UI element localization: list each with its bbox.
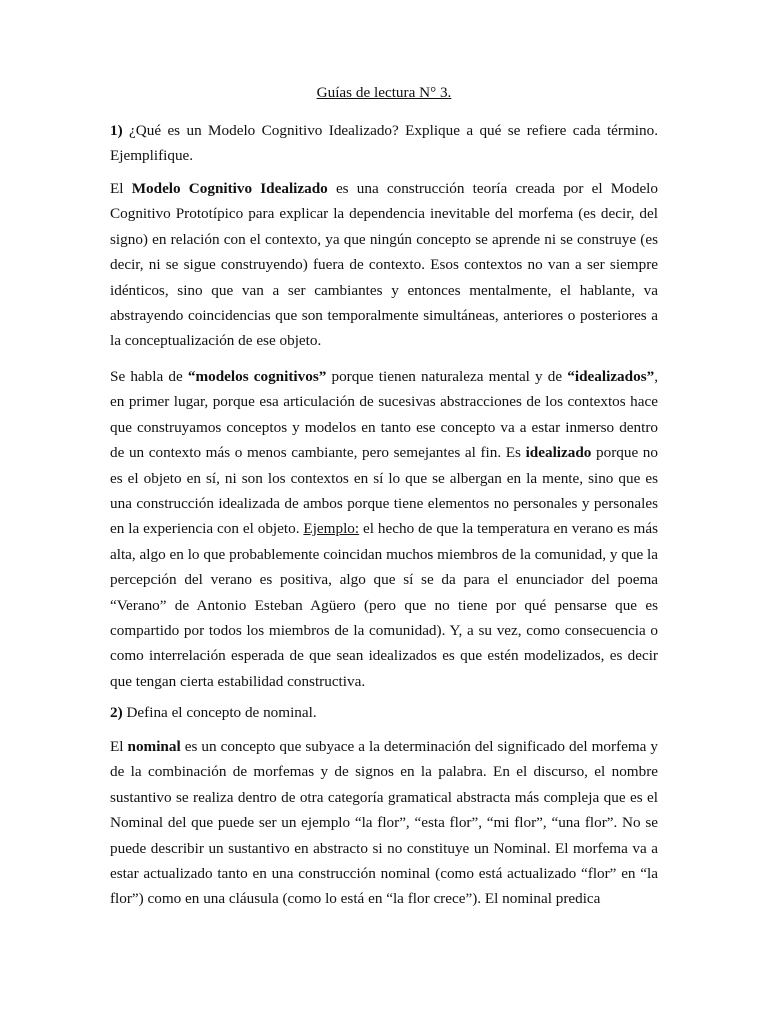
answer-1-paragraph-1: [110, 176, 658, 354]
text-run: el hecho de que la temperatura en verano es más alta, algo en lo que probablemente coincidan muchos miembros de la comunidad, y que la percepción del verano es positiva, algo que sí se da para el enunciador del poema “Verano” de Antonio Esteban Agüero (pero que no tiene por qué pensarse que es compartido por todos los miembros de la comunidad). Y, a su vez, como consecuencia o como interrelación esperada de que sean idealizados es que estén modelizados, es decir que tengan cierta estabilidad constructiva.: [110, 520, 658, 690]
text-run: Se habla de: [110, 368, 188, 385]
question-2-text: Defina el concepto de nominal.: [122, 704, 317, 721]
text-run: , en primer lugar, porque esa articulación de sucesivas abstracciones de los contextos hace que construyamos conceptos y modelos en tanto ese concepto va a estar inmerso dentro de un contexto más o menos cambiante, pero semejantes al fin. Es: [110, 368, 658, 462]
text-run: es un concepto que subyace a la determinación del significado del morfema y de la combinación de morfemas y de signos en la palabra. En el discurso, el nombre sustantivo se realiza dentro de otra categoría gramatical abstracta más compleja que es el Nominal del que puede ser un ejemplo “la flor”, “esta flor”, “mi flor”, “una flor”. No se puede describir un sustantivo en abstracto si no constituye un Nominal. El morfema va a estar actualizado tanto en una construcción nominal (como está actualizado “flor” en “la flor”) como en una cláusula (como lo está en “la flor crece”). El nominal predica: [110, 738, 658, 908]
document-title: Guías de lectura N° 3.: [316, 84, 452, 101]
answer-2-paragraph-1: [110, 734, 658, 912]
bold-term: “idealizados”: [567, 368, 655, 385]
answer-1-paragraph-2: [110, 364, 658, 694]
text-run: porque tienen naturaleza mental y de: [326, 368, 568, 385]
text-run: es una construcción teoría creada por el Modelo Cognitivo Prototípico para explicar la dependencia inevitable del morfema (es decir, del signo) en relación con el contexto, ya que ningún concepto se aprende ni se construye (es decir, ni se sigue construyendo) fuera de contexto. Esos contextos no van a ser siempre idénticos, sino que van a ser cambiantes y entonces mentalmente, el hablante, va abstrayendo coincidencias que son temporalmente simultáneas, anteriores o posteriores a la conceptualización de ese objeto.: [110, 180, 658, 350]
text-run: El: [110, 738, 128, 755]
bold-term: “modelos cognitivos”: [187, 368, 327, 385]
question-2-number: 2): [110, 704, 123, 721]
bold-term: nominal: [127, 738, 181, 755]
question-1: [110, 118, 658, 169]
bold-term: idealizado: [525, 444, 592, 462]
underlined-example-label: Ejemplo:: [303, 520, 360, 538]
question-2: [110, 700, 658, 725]
text-run: El: [110, 180, 132, 197]
bold-term: Modelo Cognitivo Idealizado: [131, 180, 328, 197]
text-run: porque no es el objeto en sí, ni son los contextos en sí lo que se albergan en la mente, sino que es una construcción idealizada de ambos porque tiene elementos no personales y personales en la experiencia con el objeto.: [110, 444, 658, 538]
question-1-text: ¿Qué es un Modelo Cognitivo Idealizado? Explique a qué se refiere cada término. Ejemplifique.: [110, 122, 658, 165]
question-1-number: 1): [110, 122, 123, 139]
